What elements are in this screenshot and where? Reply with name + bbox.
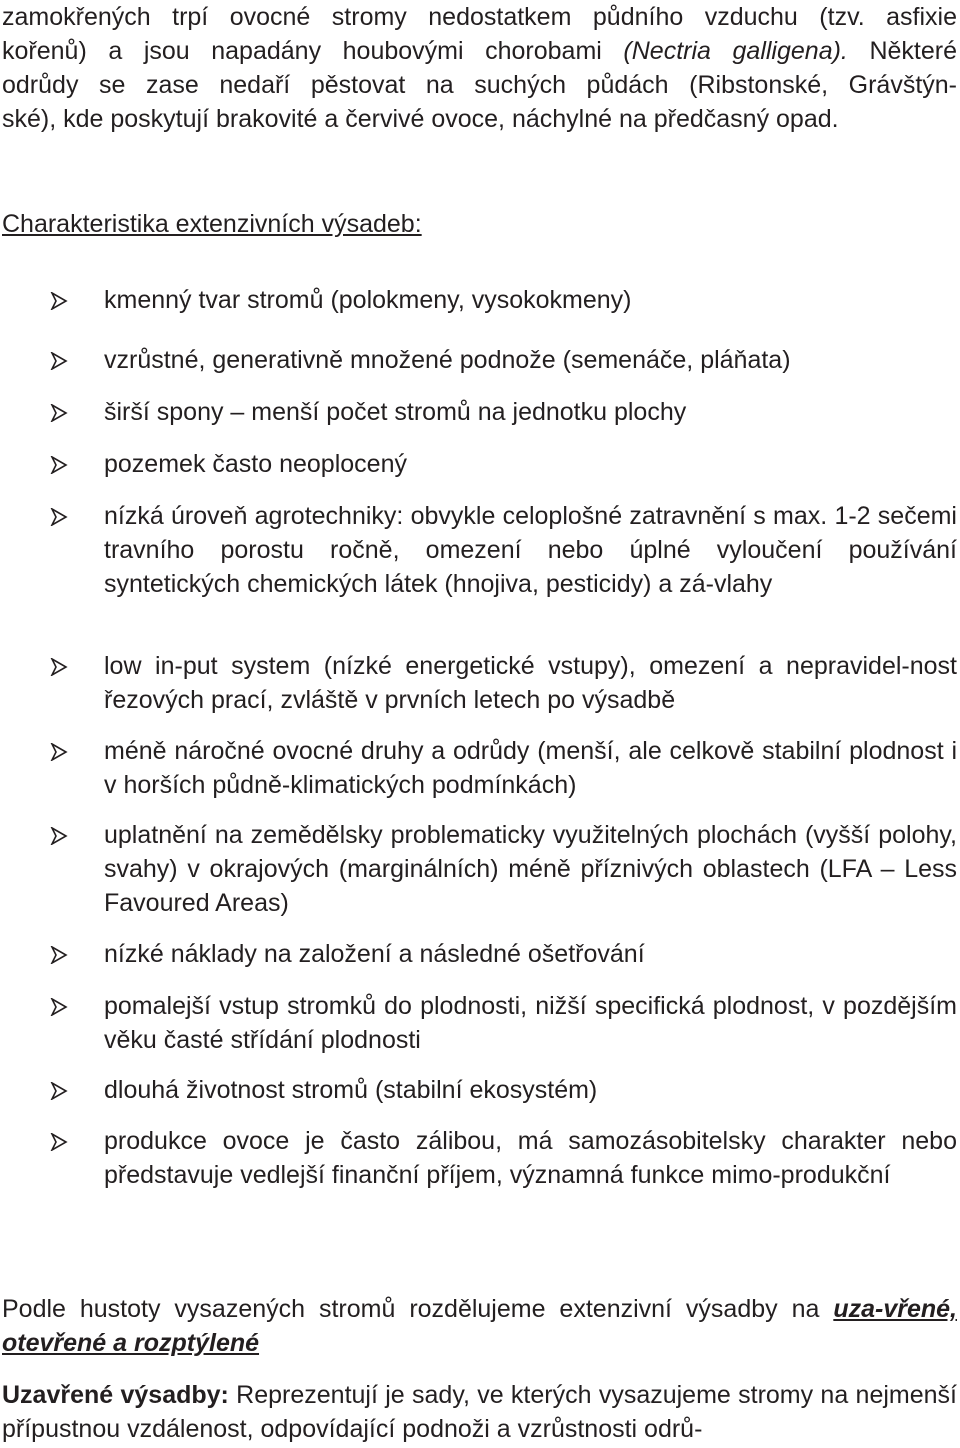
arrowhead-bullet-icon [50,937,72,971]
arrowhead-bullet-icon [50,395,72,429]
arrowhead-bullet-icon [50,989,72,1023]
list-item-text: méně náročné ovocné druhy a odrůdy (menší, ale celkově stabilní plodnost i v horších půdně-klimatických podmínkách) [104,737,957,799]
list-item [0,283,957,317]
density-text [2,1292,957,1360]
list-item-text: nízká úroveň agrotechniky: obvykle celoplošné zatravnění s max. 1-2 sečemi travního porostu ročně, omezení nebo úplné vyloučení používání syntetických chemických látek (hnojiva, pesticidy) a zá-vlahy [104,502,957,598]
intro-line-1: zamokřených trpí ovocné stromy nedostatkem půdního vzduchu (tzv. asfixie [2,3,957,31]
list-item-text: širší spony – menší počet stromů na jednotku plochy [104,398,687,426]
intro-line-2-start: kořenů) a jsou napadány houbovými chorobami [2,37,602,65]
list-item [0,818,957,920]
list-item-text: kmenný tvar stromů (polokmeny, vysokokmeny) [104,286,632,314]
closed-plantings-paragraph [2,1378,957,1446]
intro-paragraph [2,0,957,136]
arrowhead-bullet-icon [50,649,72,683]
density-paragraph [2,1292,957,1360]
list-item-text: produkce ovoce je často zálibou, má samozásobitelsky charakter nebo představuje vedlejší finanční příjem, významná funkce mimo-produkční [104,1127,957,1189]
list-item-text: pozemek často neoplocený [104,450,407,478]
arrowhead-bullet-icon [50,734,72,768]
intro-line-3: odrůdy se zase nedaří pěstovat na suchých půdách (Ribstonské, Grávštýn- [2,71,957,99]
list-item-text: nízké náklady na založení a následné ošetřování [104,940,645,968]
list-item [0,989,957,1057]
arrowhead-bullet-icon [50,818,72,852]
list-item-text: pomalejší vstup stromků do plodnosti, nižší specifická plodnost, v pozdějším věku časté střídání plodnosti [104,992,957,1054]
closed-label: Uzavřené výsadby: [2,1381,229,1409]
closed-text [2,1378,957,1446]
density-emphasis: uza-vřené, otevřené a rozptýlené [2,1295,957,1357]
arrowhead-bullet-icon [50,1073,72,1107]
closed-description: Reprezentují je sady, ve kterých vysazujeme stromy na nejmenší přípustnou vzdálenost, odpovídající podnoži a vzrůstnosti odrů- [2,1381,957,1443]
list-item [0,395,957,429]
section-heading: Charakteristika extenzivních výsadeb: [2,210,422,238]
intro-line-2-end: Některé [847,37,957,65]
list-item [0,447,957,481]
arrowhead-bullet-icon [50,447,72,481]
list-item-text: dlouhá životnost stromů (stabilní ekosystém) [104,1076,598,1104]
arrowhead-bullet-icon [50,499,72,533]
arrowhead-bullet-icon [50,1124,72,1158]
list-item [0,343,957,377]
list-item-text: uplatnění na zemědělsky problematicky využitelných plochách (vyšší polohy, svahy) v okrajových (marginálních) méně příznivých oblastech (LFA – Less Favoured Areas) [104,821,957,917]
list-item-text: low in-put system (nízké energetické vstupy), omezení a nepravidel-nost řezových prací, zvláště v prvních letech po výsadbě [104,652,957,714]
list-item [0,1124,957,1192]
density-lead: Podle hustoty vysazených stromů rozdělujeme extenzivní výsadby na [2,1295,834,1323]
intro-line-2 [2,34,957,68]
arrowhead-bullet-icon [50,283,72,317]
list-item [0,499,957,601]
list-item [0,734,957,802]
list-item [0,649,957,717]
intro-line-2-italic: (Nectria galligena). [623,37,848,65]
list-item-text: vzrůstné, generativně množené podnože (semenáče, pláňata) [104,346,791,374]
list-item [0,1073,957,1107]
intro-line-4: ské), kde poskytují brakovité a červivé ovoce, náchylné na předčasný opad. [2,105,839,133]
list-item [0,937,957,971]
arrowhead-bullet-icon [50,343,72,377]
